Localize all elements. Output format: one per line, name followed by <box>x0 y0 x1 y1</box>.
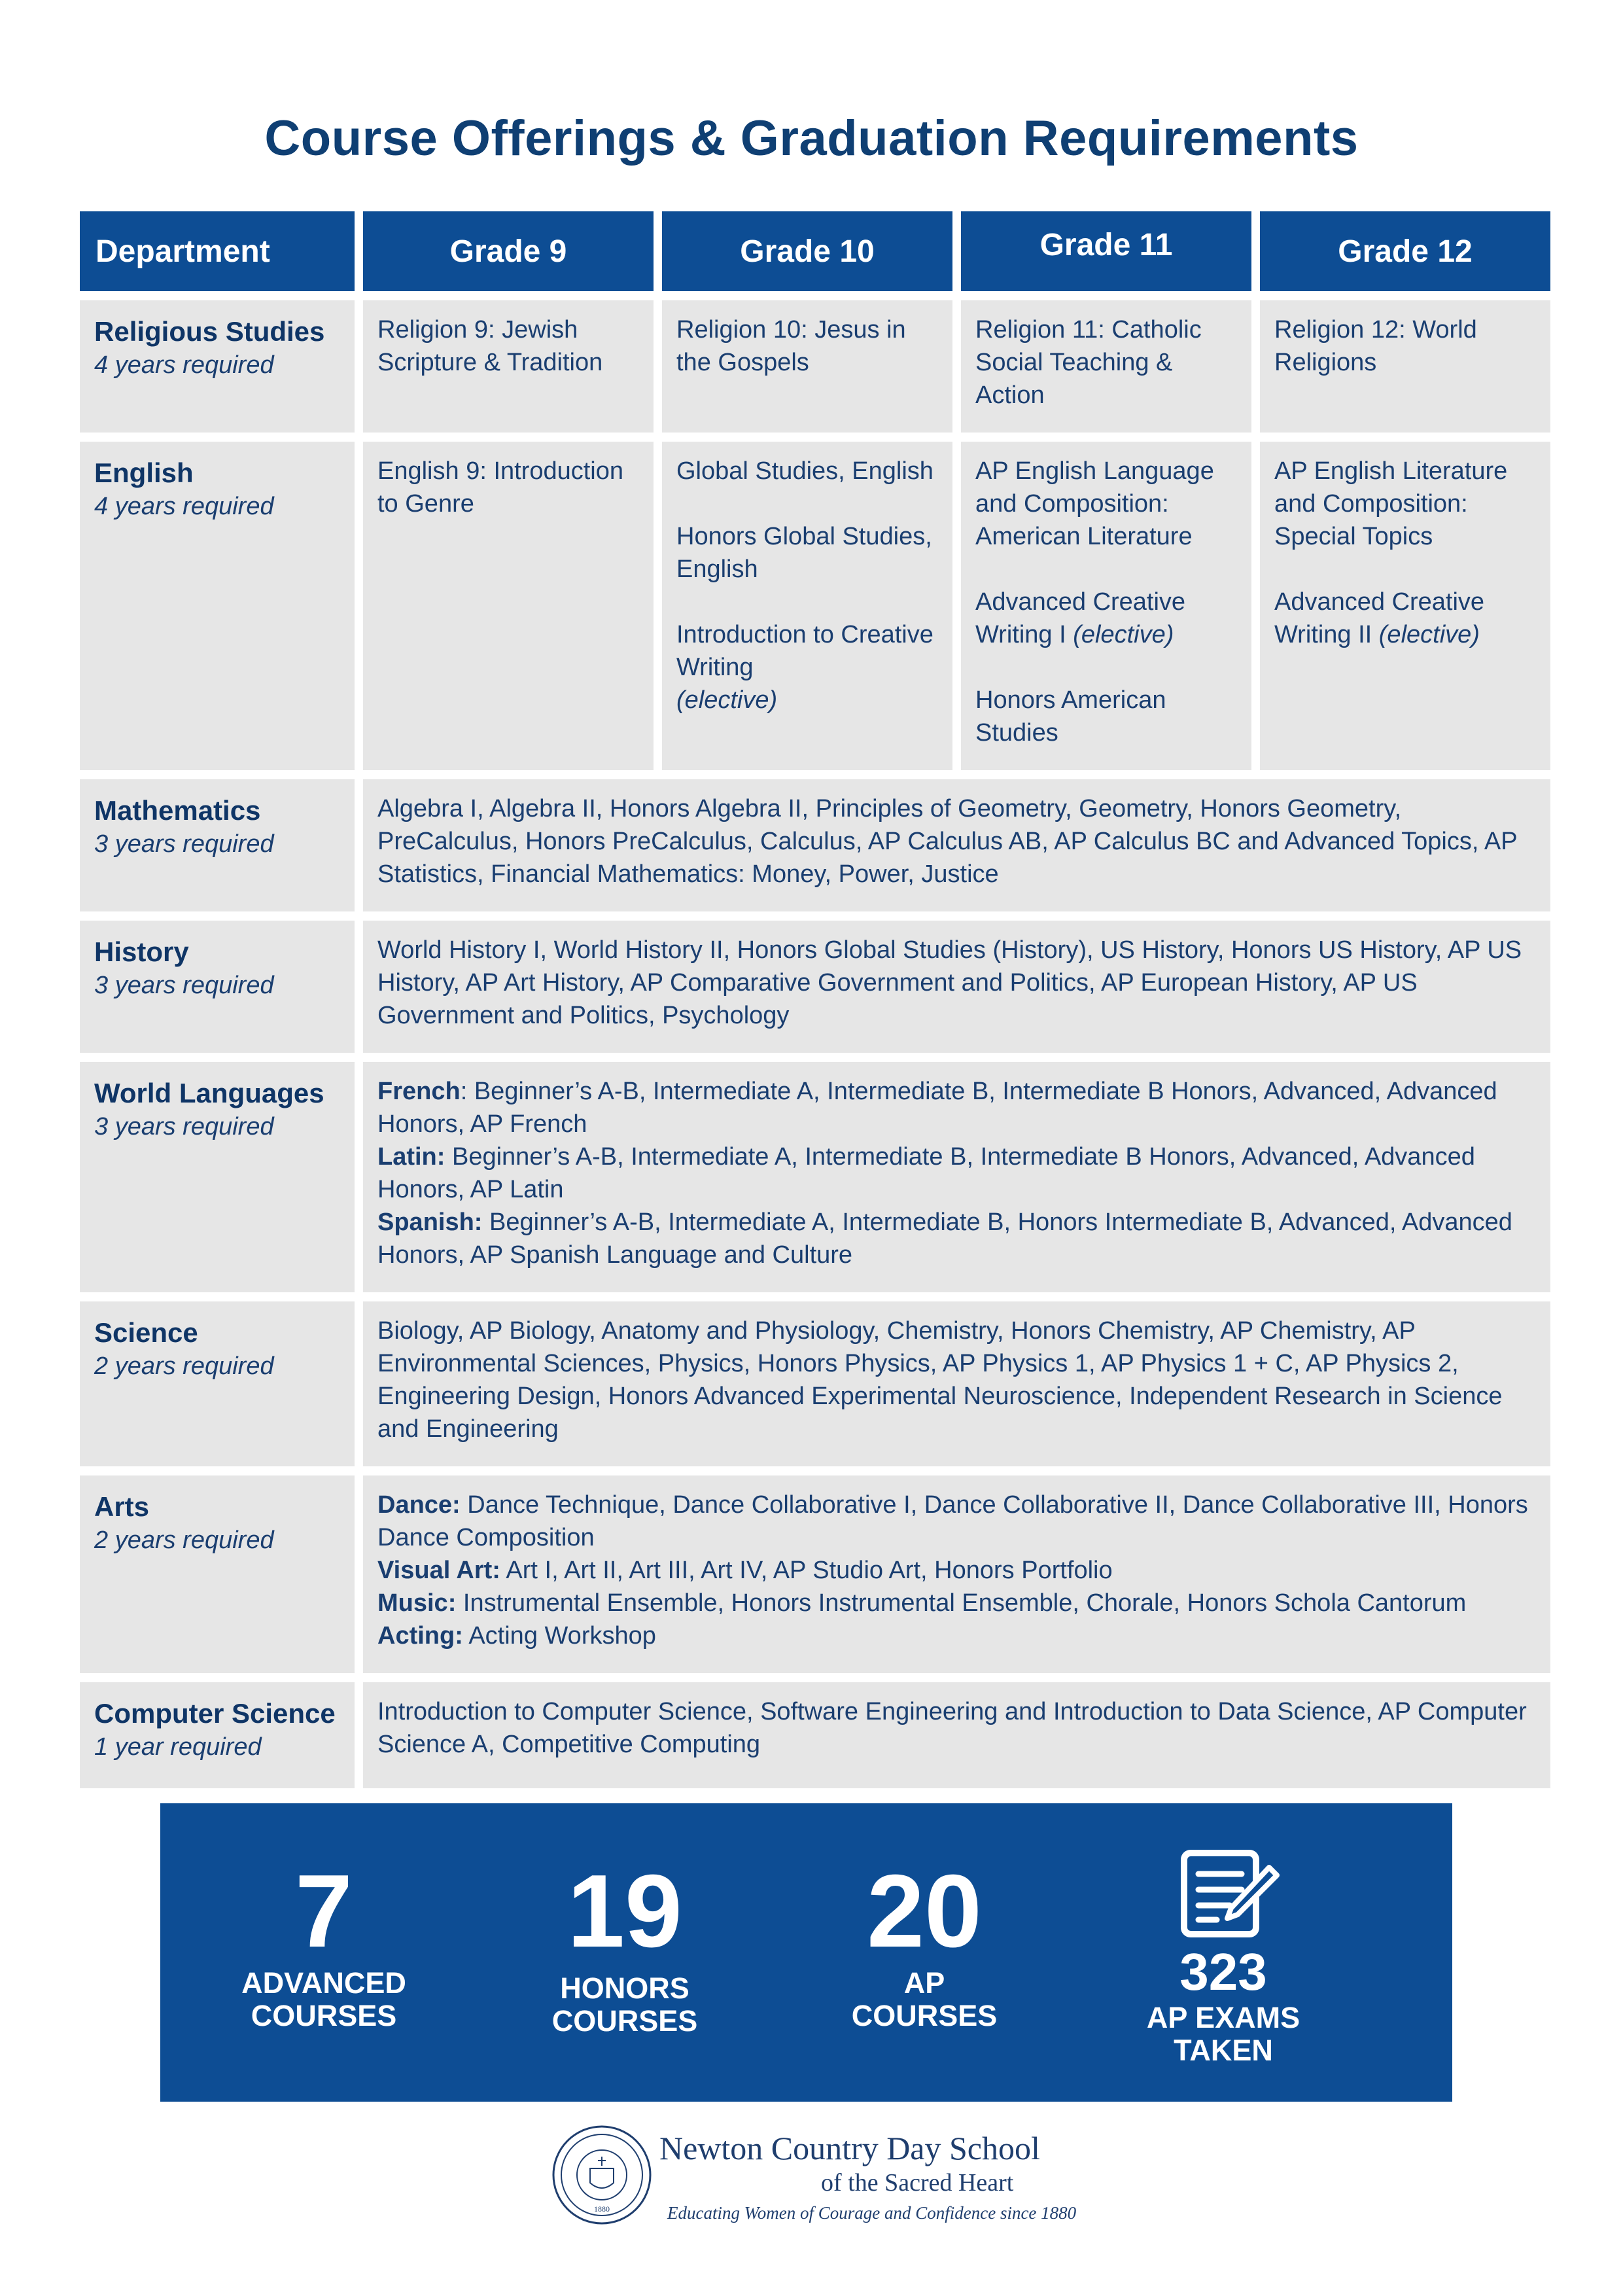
english-grade-11 <box>961 442 1251 770</box>
course-item <box>975 586 1237 651</box>
arts-label: Music: <box>377 1589 457 1617</box>
language-label: Latin: <box>377 1143 445 1171</box>
header-grade-12: Grade 12 <box>1260 211 1550 291</box>
stat-label: AP <box>903 1966 945 2000</box>
arts-list: Instrumental Ensemble, Honors Instrumental Ensemble, Chorale, Honors Schola Cantorum <box>456 1589 1467 1617</box>
math-courses: Algebra I, Algebra II, Honors Algebra II, Principles of Geometry, Geometry, Honors Geometry, PreCalculus, Honors PreCalculus, Calculus, AP Calculus AB, AP Calculus BC and Advanced Topics, AP Statistics, Financial Mathematics: Money, Power, Justice <box>363 779 1550 911</box>
course-item: Honors American Studies <box>975 686 1166 747</box>
stats-banner <box>160 1803 1452 2102</box>
arts-visual <box>377 1554 1536 1587</box>
arts-dance <box>377 1489 1536 1554</box>
arts-courses <box>363 1475 1550 1673</box>
arts-label: Acting: <box>377 1622 463 1650</box>
school-subtitle: of the Sacred Heart <box>821 2169 1014 2197</box>
course-item: AP English Literature and Composition: Special Topics <box>1274 457 1508 550</box>
header-department: Department <box>80 211 355 291</box>
course-item: Global Studies, English <box>676 457 934 485</box>
dept-name: Mathematics <box>94 795 261 826</box>
language-courses: : Beginner’s A-B, Intermediate A, Intermediate B, Intermediate B Honors, Advanced, Advanced Honors, AP French <box>377 1078 1497 1138</box>
stat-honors <box>527 1856 723 2038</box>
seal-year: 1880 <box>594 2204 610 2214</box>
stat-label: HONORS <box>560 1971 689 2005</box>
stat-label: COURSES <box>851 1999 998 2032</box>
header-grade-9: Grade 9 <box>363 211 654 291</box>
course-name: Advanced Creative Writing I <box>975 588 1186 648</box>
school-footer <box>550 2123 1077 2234</box>
history-courses: World History I, World History II, Honors Global Studies (History), US History, Honors US History, AP US History, AP Art History, AP Comparative Government and Politics, AP European History, AP US Government and Politics, Psychology <box>363 921 1550 1053</box>
stat-ap-exams <box>1115 1848 1331 2067</box>
stat-label: TAKEN <box>1174 2034 1273 2067</box>
stat-label: COURSES <box>551 2004 698 2038</box>
dept-requirement: 2 years required <box>94 1527 274 1554</box>
english-grade-9: English 9: Introduction to Genre <box>363 442 654 770</box>
arts-list: Art I, Art II, Art III, Art IV, AP Studio Art, Honors Portfolio <box>500 1557 1113 1584</box>
course-item: AP English Language and Composition: American Literature <box>975 457 1214 550</box>
science-courses: Biology, AP Biology, Anatomy and Physiology, Chemistry, Honors Chemistry, AP Chemistry, AP Environmental Sciences, Physics, Honors Physics, AP Physics 1, AP Physics 1 + C, AP Physics 2, Engineering Design, Honors Advanced Experimental Neuroscience, Independent Research in Science and Engineering <box>363 1301 1550 1466</box>
arts-label: Visual Art: <box>377 1557 500 1584</box>
stat-label: AP EXAMS <box>1146 2001 1300 2034</box>
arts-acting <box>377 1619 1536 1652</box>
dept-requirement: 2 years required <box>94 1352 274 1380</box>
header-grade-10: Grade 10 <box>662 211 952 291</box>
dept-requirement: 3 years required <box>94 830 274 858</box>
arts-list: Acting Workshop <box>462 1622 656 1650</box>
dept-name: World Languages <box>94 1078 324 1108</box>
stat-label: ADVANCED <box>241 1966 406 2000</box>
arts-list: Dance Technique, Dance Collaborative I, Dance Collaborative II, Dance Collaborative III, Honors Dance Composition <box>377 1491 1528 1551</box>
language-french <box>377 1075 1536 1140</box>
language-latin <box>377 1140 1536 1206</box>
language-label: French <box>377 1078 461 1105</box>
course-item: Introduction to Creative Writing <box>676 621 934 681</box>
course-item: Honors Global Studies, English <box>676 523 932 583</box>
stat-ap <box>826 1856 1022 2032</box>
course-table <box>80 211 1549 1788</box>
stat-advanced <box>226 1856 422 2032</box>
school-seal-icon <box>550 2123 654 2227</box>
school-tagline: Educating Women of Courage and Confidence since 1880 <box>667 2203 1077 2223</box>
dept-english <box>80 442 355 770</box>
religious-grade-11: Religion 11: Catholic Social Teaching & Action <box>961 300 1251 433</box>
dept-name: History <box>94 936 189 967</box>
dept-computer-science <box>80 1682 355 1788</box>
dept-arts <box>80 1475 355 1673</box>
arts-label: Dance: <box>377 1491 461 1519</box>
dept-name: Computer Science <box>94 1698 336 1729</box>
stat-label: COURSES <box>251 1999 397 2032</box>
english-grade-10 <box>662 442 952 770</box>
elective-note: (elective) <box>1378 621 1480 648</box>
language-courses: Beginner’s A-B, Intermediate A, Intermediate B, Honors Intermediate B, Advanced, Advanced Honors, AP Spanish Language and Culture <box>377 1209 1512 1269</box>
dept-history <box>80 921 355 1053</box>
languages-courses <box>363 1062 1550 1292</box>
course-item <box>1274 586 1536 651</box>
dept-requirement: 3 years required <box>94 972 274 999</box>
course-name: Advanced Creative Writing II <box>1274 588 1485 648</box>
language-courses: Beginner’s A-B, Intermediate A, Intermediate B, Intermediate B Honors, Advanced, Advanced Honors, AP Latin <box>377 1143 1475 1203</box>
elective-note: (elective) <box>676 686 778 714</box>
stat-number: 19 <box>567 1854 682 1969</box>
header-grade-11: Grade 11 <box>961 211 1251 291</box>
dept-requirement: 4 years required <box>94 493 274 520</box>
dept-religious-studies <box>80 300 355 433</box>
stat-number: 20 <box>867 1854 982 1969</box>
dept-requirement: 4 years required <box>94 351 274 379</box>
stat-number: 7 <box>295 1854 353 1969</box>
stat-number: 323 <box>1179 1943 1267 2001</box>
dept-mathematics <box>80 779 355 911</box>
religious-grade-9: Religion 9: Jewish Scripture & Tradition <box>363 300 654 433</box>
elective-note: (elective) <box>1073 621 1174 648</box>
dept-name: English <box>94 457 194 488</box>
dept-requirement: 1 year required <box>94 1733 262 1761</box>
language-spanish <box>377 1206 1536 1271</box>
exam-document-pencil-icon <box>1164 1848 1282 1939</box>
dept-requirement: 3 years required <box>94 1113 274 1140</box>
religious-grade-12: Religion 12: World Religions <box>1260 300 1550 433</box>
cs-courses: Introduction to Computer Science, Software Engineering and Introduction to Data Science, AP Computer Science A, Competitive Computing <box>363 1682 1550 1788</box>
religious-grade-10: Religion 10: Jesus in the Gospels <box>662 300 952 433</box>
arts-music <box>377 1587 1536 1619</box>
dept-world-languages <box>80 1062 355 1292</box>
page-title: Course Offerings & Graduation Requirements <box>264 111 1359 166</box>
school-name: Newton Country Day School <box>659 2130 1040 2166</box>
dept-science <box>80 1301 355 1466</box>
dept-name: Arts <box>94 1491 150 1522</box>
dept-name: Science <box>94 1317 198 1348</box>
english-grade-12 <box>1260 442 1550 770</box>
dept-name: Religious Studies <box>94 316 325 347</box>
language-label: Spanish: <box>377 1209 483 1236</box>
